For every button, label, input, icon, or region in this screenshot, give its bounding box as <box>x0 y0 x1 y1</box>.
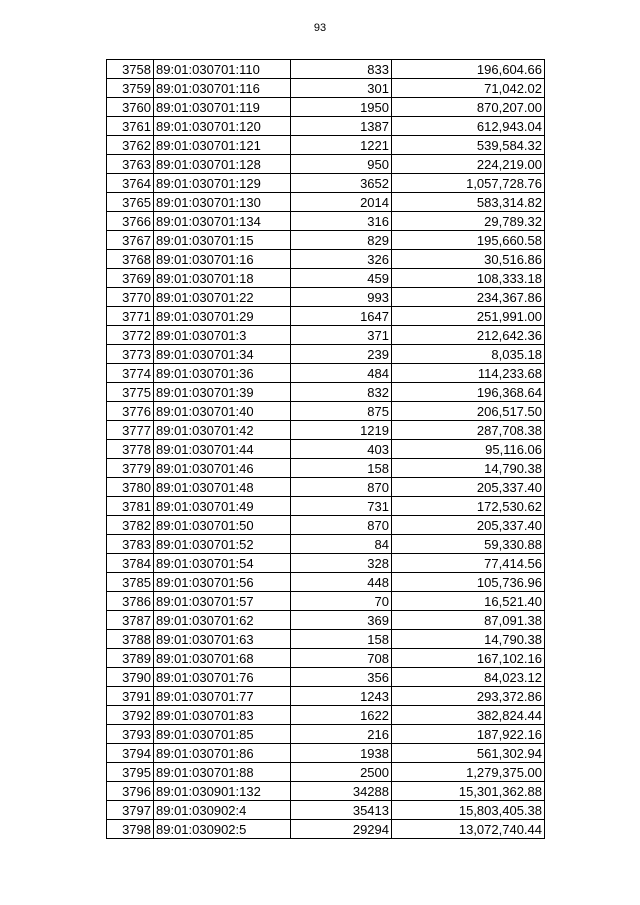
data-table <box>106 59 545 839</box>
value-cell: 251,991.00 <box>392 307 545 326</box>
cadastral-number-cell: 89:01:030701:40 <box>154 402 291 421</box>
cadastral-number-cell: 89:01:030701:57 <box>154 592 291 611</box>
cadastral-number-cell: 89:01:030701:119 <box>154 98 291 117</box>
value-cell: 87,091.38 <box>392 611 545 630</box>
cadastral-number-cell: 89:01:030701:63 <box>154 630 291 649</box>
row-number-cell: 3767 <box>107 231 154 250</box>
value-cell: 84,023.12 <box>392 668 545 687</box>
cadastral-number-cell: 89:01:030701:62 <box>154 611 291 630</box>
row-number-cell: 3798 <box>107 820 154 839</box>
cadastral-number-cell: 89:01:030701:54 <box>154 554 291 573</box>
area-cell: 239 <box>291 345 392 364</box>
area-cell: 1387 <box>291 117 392 136</box>
value-cell: 561,302.94 <box>392 744 545 763</box>
cadastral-number-cell: 89:01:030701:129 <box>154 174 291 193</box>
value-cell: 71,042.02 <box>392 79 545 98</box>
row-number-cell: 3795 <box>107 763 154 782</box>
value-cell: 105,736.96 <box>392 573 545 592</box>
area-cell: 29294 <box>291 820 392 839</box>
cadastral-number-cell: 89:01:030701:134 <box>154 212 291 231</box>
area-cell: 3652 <box>291 174 392 193</box>
cadastral-number-cell: 89:01:030701:16 <box>154 250 291 269</box>
row-number-cell: 3772 <box>107 326 154 345</box>
area-cell: 950 <box>291 155 392 174</box>
cadastral-number-cell: 89:01:030701:130 <box>154 193 291 212</box>
table-row <box>107 535 545 554</box>
area-cell: 371 <box>291 326 392 345</box>
row-number-cell: 3765 <box>107 193 154 212</box>
row-number-cell: 3794 <box>107 744 154 763</box>
area-cell: 301 <box>291 79 392 98</box>
row-number-cell: 3788 <box>107 630 154 649</box>
area-cell: 35413 <box>291 801 392 820</box>
row-number-cell: 3784 <box>107 554 154 573</box>
area-cell: 158 <box>291 459 392 478</box>
table-row <box>107 212 545 231</box>
value-cell: 15,301,362.88 <box>392 782 545 801</box>
value-cell: 224,219.00 <box>392 155 545 174</box>
value-cell: 206,517.50 <box>392 402 545 421</box>
table-row <box>107 269 545 288</box>
table-row <box>107 307 545 326</box>
cadastral-number-cell: 89:01:030701:86 <box>154 744 291 763</box>
row-number-cell: 3792 <box>107 706 154 725</box>
cadastral-number-cell: 89:01:030701:49 <box>154 497 291 516</box>
value-cell: 59,330.88 <box>392 535 545 554</box>
value-cell: 870,207.00 <box>392 98 545 117</box>
table-row <box>107 421 545 440</box>
row-number-cell: 3779 <box>107 459 154 478</box>
table-row <box>107 79 545 98</box>
row-number-cell: 3797 <box>107 801 154 820</box>
cadastral-number-cell: 89:01:030701:48 <box>154 478 291 497</box>
row-number-cell: 3780 <box>107 478 154 497</box>
table-row <box>107 155 545 174</box>
table-row <box>107 668 545 687</box>
area-cell: 326 <box>291 250 392 269</box>
cadastral-number-cell: 89:01:030701:68 <box>154 649 291 668</box>
row-number-cell: 3771 <box>107 307 154 326</box>
cadastral-number-cell: 89:01:030701:116 <box>154 79 291 98</box>
cadastral-number-cell: 89:01:030701:76 <box>154 668 291 687</box>
table-row <box>107 383 545 402</box>
table-row <box>107 117 545 136</box>
cadastral-number-cell: 89:01:030701:120 <box>154 117 291 136</box>
area-cell: 1243 <box>291 687 392 706</box>
table-row <box>107 763 545 782</box>
row-number-cell: 3793 <box>107 725 154 744</box>
value-cell: 539,584.32 <box>392 136 545 155</box>
row-number-cell: 3774 <box>107 364 154 383</box>
value-cell: 196,604.66 <box>392 60 545 79</box>
area-cell: 459 <box>291 269 392 288</box>
cadastral-number-cell: 89:01:030701:85 <box>154 725 291 744</box>
area-cell: 70 <box>291 592 392 611</box>
value-cell: 1,057,728.76 <box>392 174 545 193</box>
row-number-cell: 3773 <box>107 345 154 364</box>
cadastral-number-cell: 89:01:030701:34 <box>154 345 291 364</box>
area-cell: 34288 <box>291 782 392 801</box>
value-cell: 205,337.40 <box>392 478 545 497</box>
value-cell: 14,790.38 <box>392 630 545 649</box>
row-number-cell: 3781 <box>107 497 154 516</box>
cadastral-number-cell: 89:01:030701:56 <box>154 573 291 592</box>
area-cell: 316 <box>291 212 392 231</box>
row-number-cell: 3776 <box>107 402 154 421</box>
value-cell: 205,337.40 <box>392 516 545 535</box>
value-cell: 172,530.62 <box>392 497 545 516</box>
cadastral-number-cell: 89:01:030701:110 <box>154 60 291 79</box>
area-cell: 216 <box>291 725 392 744</box>
area-cell: 731 <box>291 497 392 516</box>
cadastral-number-cell: 89:01:030701:128 <box>154 155 291 174</box>
value-cell: 195,660.58 <box>392 231 545 250</box>
row-number-cell: 3764 <box>107 174 154 193</box>
table-row <box>107 402 545 421</box>
area-cell: 158 <box>291 630 392 649</box>
area-cell: 708 <box>291 649 392 668</box>
cadastral-number-cell: 89:01:030701:77 <box>154 687 291 706</box>
area-cell: 875 <box>291 402 392 421</box>
area-cell: 993 <box>291 288 392 307</box>
row-number-cell: 3777 <box>107 421 154 440</box>
row-number-cell: 3783 <box>107 535 154 554</box>
value-cell: 95,116.06 <box>392 440 545 459</box>
cadastral-number-cell: 89:01:030701:15 <box>154 231 291 250</box>
cadastral-number-cell: 89:01:030902:5 <box>154 820 291 839</box>
row-number-cell: 3789 <box>107 649 154 668</box>
row-number-cell: 3786 <box>107 592 154 611</box>
area-cell: 2500 <box>291 763 392 782</box>
area-cell: 832 <box>291 383 392 402</box>
table-row <box>107 497 545 516</box>
area-cell: 1647 <box>291 307 392 326</box>
cadastral-number-cell: 89:01:030701:44 <box>154 440 291 459</box>
value-cell: 16,521.40 <box>392 592 545 611</box>
table-row <box>107 478 545 497</box>
row-number-cell: 3759 <box>107 79 154 98</box>
table-row <box>107 345 545 364</box>
area-cell: 2014 <box>291 193 392 212</box>
cadastral-number-cell: 89:01:030902:4 <box>154 801 291 820</box>
cadastral-number-cell: 89:01:030701:50 <box>154 516 291 535</box>
area-cell: 870 <box>291 478 392 497</box>
table-body <box>107 60 545 839</box>
value-cell: 382,824.44 <box>392 706 545 725</box>
table-row <box>107 440 545 459</box>
cadastral-number-cell: 89:01:030701:3 <box>154 326 291 345</box>
cadastral-number-cell: 89:01:030701:39 <box>154 383 291 402</box>
table-row <box>107 231 545 250</box>
cadastral-number-cell: 89:01:030701:22 <box>154 288 291 307</box>
table-row <box>107 516 545 535</box>
row-number-cell: 3763 <box>107 155 154 174</box>
row-number-cell: 3775 <box>107 383 154 402</box>
area-cell: 356 <box>291 668 392 687</box>
cadastral-number-cell: 89:01:030701:52 <box>154 535 291 554</box>
value-cell: 234,367.86 <box>392 288 545 307</box>
row-number-cell: 3791 <box>107 687 154 706</box>
value-cell: 29,789.32 <box>392 212 545 231</box>
table-row <box>107 288 545 307</box>
cadastral-number-cell: 89:01:030701:42 <box>154 421 291 440</box>
page-number: 93 <box>313 22 327 34</box>
area-cell: 829 <box>291 231 392 250</box>
area-cell: 328 <box>291 554 392 573</box>
value-cell: 30,516.86 <box>392 250 545 269</box>
table-row <box>107 98 545 117</box>
area-cell: 833 <box>291 60 392 79</box>
cadastral-number-cell: 89:01:030701:18 <box>154 269 291 288</box>
row-number-cell: 3785 <box>107 573 154 592</box>
table-row <box>107 326 545 345</box>
value-cell: 14,790.38 <box>392 459 545 478</box>
table-row <box>107 725 545 744</box>
area-cell: 403 <box>291 440 392 459</box>
area-cell: 1219 <box>291 421 392 440</box>
table-row <box>107 706 545 725</box>
table-row <box>107 744 545 763</box>
cadastral-number-cell: 89:01:030701:46 <box>154 459 291 478</box>
row-number-cell: 3796 <box>107 782 154 801</box>
value-cell: 583,314.82 <box>392 193 545 212</box>
row-number-cell: 3778 <box>107 440 154 459</box>
area-cell: 1622 <box>291 706 392 725</box>
row-number-cell: 3760 <box>107 98 154 117</box>
table-row <box>107 193 545 212</box>
value-cell: 196,368.64 <box>392 383 545 402</box>
area-cell: 484 <box>291 364 392 383</box>
table-row <box>107 60 545 79</box>
row-number-cell: 3782 <box>107 516 154 535</box>
area-cell: 448 <box>291 573 392 592</box>
value-cell: 13,072,740.44 <box>392 820 545 839</box>
cadastral-number-cell: 89:01:030701:121 <box>154 136 291 155</box>
value-cell: 187,922.16 <box>392 725 545 744</box>
row-number-cell: 3766 <box>107 212 154 231</box>
cadastral-number-cell: 89:01:030701:83 <box>154 706 291 725</box>
row-number-cell: 3769 <box>107 269 154 288</box>
table-row <box>107 611 545 630</box>
cadastral-number-cell: 89:01:030701:29 <box>154 307 291 326</box>
table-row <box>107 459 545 478</box>
row-number-cell: 3790 <box>107 668 154 687</box>
table-row <box>107 364 545 383</box>
value-cell: 612,943.04 <box>392 117 545 136</box>
area-cell: 369 <box>291 611 392 630</box>
cadastral-number-cell: 89:01:030901:132 <box>154 782 291 801</box>
area-cell: 84 <box>291 535 392 554</box>
row-number-cell: 3758 <box>107 60 154 79</box>
row-number-cell: 3761 <box>107 117 154 136</box>
table-row <box>107 174 545 193</box>
row-number-cell: 3787 <box>107 611 154 630</box>
table-row <box>107 592 545 611</box>
value-cell: 167,102.16 <box>392 649 545 668</box>
table-row <box>107 801 545 820</box>
value-cell: 15,803,405.38 <box>392 801 545 820</box>
area-cell: 1938 <box>291 744 392 763</box>
table-row <box>107 630 545 649</box>
value-cell: 77,414.56 <box>392 554 545 573</box>
value-cell: 108,333.18 <box>392 269 545 288</box>
table-row <box>107 250 545 269</box>
table-row <box>107 649 545 668</box>
table-row <box>107 782 545 801</box>
cadastral-number-cell: 89:01:030701:36 <box>154 364 291 383</box>
table-row <box>107 573 545 592</box>
table-row <box>107 820 545 839</box>
value-cell: 212,642.36 <box>392 326 545 345</box>
row-number-cell: 3762 <box>107 136 154 155</box>
row-number-cell: 3770 <box>107 288 154 307</box>
value-cell: 293,372.86 <box>392 687 545 706</box>
row-number-cell: 3768 <box>107 250 154 269</box>
table-row <box>107 136 545 155</box>
cadastral-number-cell: 89:01:030701:88 <box>154 763 291 782</box>
value-cell: 1,279,375.00 <box>392 763 545 782</box>
area-cell: 1950 <box>291 98 392 117</box>
value-cell: 8,035.18 <box>392 345 545 364</box>
table-row <box>107 687 545 706</box>
table-row <box>107 554 545 573</box>
area-cell: 870 <box>291 516 392 535</box>
value-cell: 287,708.38 <box>392 421 545 440</box>
area-cell: 1221 <box>291 136 392 155</box>
value-cell: 114,233.68 <box>392 364 545 383</box>
